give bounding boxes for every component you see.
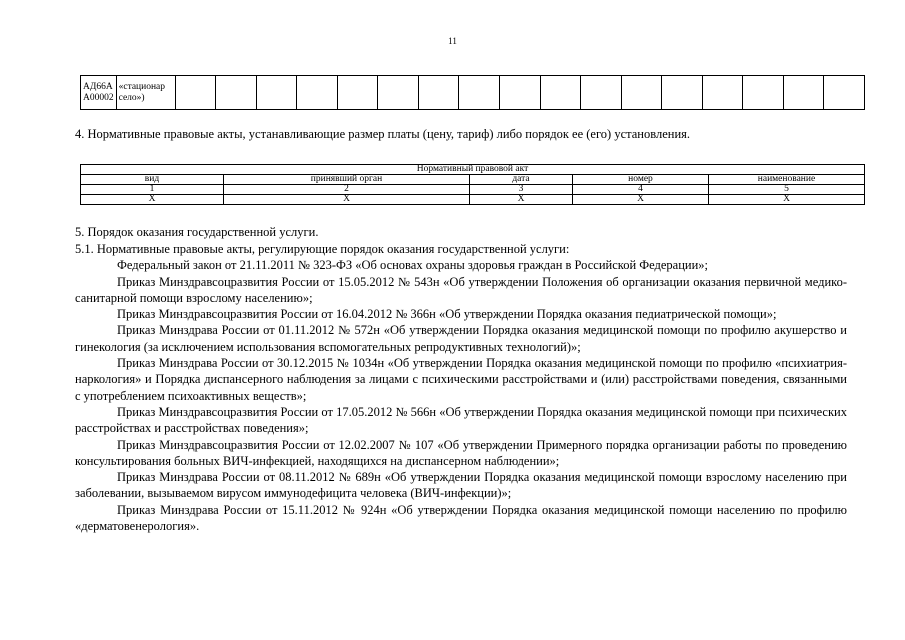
empty-cell [540,76,581,110]
empty-cell [216,76,257,110]
condition-cell: «стационар село») [116,76,175,110]
sub-heading: 5.1. Нормативные правовые акты, регулирующие порядок оказания государственной услуги: [75,242,570,256]
table-row [81,165,865,175]
legal-act-paragraph: Приказ Минздравсоцразвития России от 12.02.2007 № 107 «Об утверждении Примерного порядка организации работы по проведению консультирования больных ВИЧ-инфекцией, находящихся на диспансерном наблюдении»; [75,437,847,468]
legal-acts-table [80,164,865,205]
empty-cell [378,76,419,110]
table-title: Нормативный правовой акт [81,165,865,175]
top-table [80,75,865,110]
table-cell: Х [573,195,709,205]
table-cell: 4 [573,185,709,195]
table-cell: Х [224,195,470,205]
empty-cell [743,76,784,110]
page-number: 11 [448,36,457,46]
section-5-body [75,241,847,534]
table-row [81,185,865,195]
table-cell: Х [470,195,573,205]
table-cell: Х [81,195,224,205]
empty-cell [702,76,743,110]
column-header: вид [81,175,224,185]
empty-cell [459,76,500,110]
legal-act-paragraph: Приказ Минздравсоцразвития России от 15.05.2012 № 543н «Об утверждении Положения об организации оказания первичной медико-санитарной помощи взрослому населению»; [75,274,847,305]
empty-cell [256,76,297,110]
table-header-row [81,175,865,185]
legal-act-paragraph: Приказ Минздрава России от 08.11.2012 № 689н «Об утверждении Порядка оказания медицинской помощи взрослому населению при заболевании, вызываемом вирусом иммунодефицита человека (ВИЧ-инфекции)»; [75,470,847,501]
column-header: принявший орган [224,175,470,185]
empty-cell [499,76,540,110]
code-cell: АД66А А00002 [81,76,117,110]
empty-cell [783,76,824,110]
table-cell: 5 [709,185,865,195]
empty-cell [621,76,662,110]
section-4-heading: 4. Нормативные правовые акты, устанавливающие размер платы (цену, тариф) либо порядок ее (его) установления. [75,127,691,141]
legal-act-paragraph: Приказ Минздрава России от 01.11.2012 № 572н «Об утверждении Порядка оказания медицинской помощи по профилю акушерство и гинекология (за исключением использования вспомогательных репродуктивных технологий)»; [75,323,847,354]
empty-cell [662,76,703,110]
legal-act-paragraph: Приказ Минздравсоцразвития России от 16.04.2012 № 366н «Об утверждении Порядка оказания педиатрической помощи»; [117,307,777,322]
table-row [81,76,865,110]
empty-cell [297,76,338,110]
empty-cell [337,76,378,110]
table-cell: 3 [470,185,573,195]
column-header: наименование [709,175,865,185]
legal-act-paragraph: Приказ Минздравсоцразвития России от 17.05.2012 № 566н «Об утверждении Порядка оказания медицинской помощи при психических расстройствах и расстройствах поведения»; [75,404,847,436]
empty-cell [418,76,459,110]
empty-cell [824,76,865,110]
empty-cell [175,76,216,110]
table-cell: 2 [224,185,470,195]
empty-cell [581,76,622,110]
table-cell: Х [709,195,865,205]
legal-act-paragraph: Приказ Минздрава России от 30.12.2015 № 1034н «Об утверждении Порядка оказания медицинской помощи по профилю «психиатрия-наркология» и Порядка диспансерного наблюдения за лицами с психическими расстройствами и (или) расстройствами поведения, связанными с употреблением психоактивных веществ»; [75,356,847,403]
legal-act-paragraph: Федеральный закон от 21.11.2011 № 323-ФЗ «Об основах охраны здоровья граждан в Российской Федерации»; [117,258,709,273]
legal-act-paragraph: Приказ Минздрава России от 15.11.2012 № 924н «Об утверждении Порядка оказания медицинской помощи населению по профилю «дерматовенерология». [75,502,847,534]
section-5-heading: 5. Порядок оказания государственной услуги. [75,225,319,239]
column-header: дата [470,175,573,185]
table-row [81,195,865,205]
table-cell: 1 [81,185,224,195]
column-header: номер [573,175,709,185]
